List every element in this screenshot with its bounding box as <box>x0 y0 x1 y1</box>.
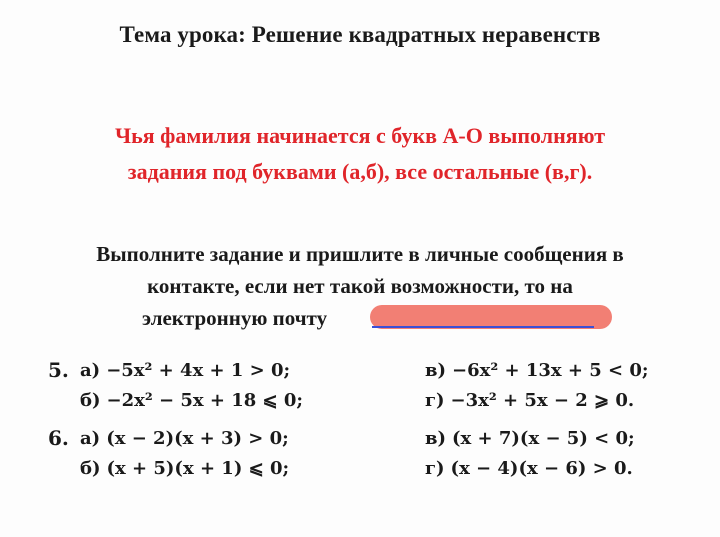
problem-number: 6. <box>48 426 69 450</box>
black-instruction-line-2: контакте, если нет такой возможности, то на <box>147 274 573 298</box>
item-label: г) <box>425 390 445 411</box>
email-label: электронную почту <box>142 306 328 330</box>
problem-number: 5. <box>48 358 69 382</box>
item-expression: −3x² + 5x − 2 ⩾ 0. <box>450 390 635 411</box>
problem-item <box>80 428 289 449</box>
item-label: в) <box>425 360 447 381</box>
problem-item <box>425 360 649 381</box>
problem-item <box>425 458 633 479</box>
item-label: а) <box>80 428 101 449</box>
red-instruction-line-2: задания под буквами (а,б), все остальные (в,г). <box>127 159 593 184</box>
item-label: б) <box>80 458 101 479</box>
item-expression: (x − 2)(x + 3) > 0; <box>106 428 289 449</box>
page-title: Тема урока: Решение квадратных неравенств <box>119 22 601 47</box>
item-label: б) <box>80 390 101 411</box>
item-label: в) <box>425 428 447 449</box>
item-expression: (x + 5)(x + 1) ⩽ 0; <box>106 458 290 479</box>
item-expression: (x + 7)(x − 5) < 0; <box>452 428 635 449</box>
problem-item <box>80 390 303 411</box>
problem-item <box>80 458 289 479</box>
problem-item <box>425 390 634 411</box>
item-expression: −6x² + 13x + 5 < 0; <box>452 360 649 381</box>
problem-item <box>425 428 635 449</box>
item-expression: (x − 4)(x − 6) > 0. <box>450 458 633 479</box>
item-label: а) <box>80 360 101 381</box>
item-expression: −2x² − 5x + 18 ⩽ 0; <box>106 390 304 411</box>
problem-item <box>80 360 290 381</box>
black-instruction-line-1: Выполните задание и пришлите в личные сообщения в <box>96 242 624 266</box>
item-label: г) <box>425 458 445 479</box>
item-expression: −5x² + 4x + 1 > 0; <box>106 360 291 381</box>
red-instruction-line-1: Чья фамилия начинается с букв А-О выполняют <box>114 123 606 148</box>
